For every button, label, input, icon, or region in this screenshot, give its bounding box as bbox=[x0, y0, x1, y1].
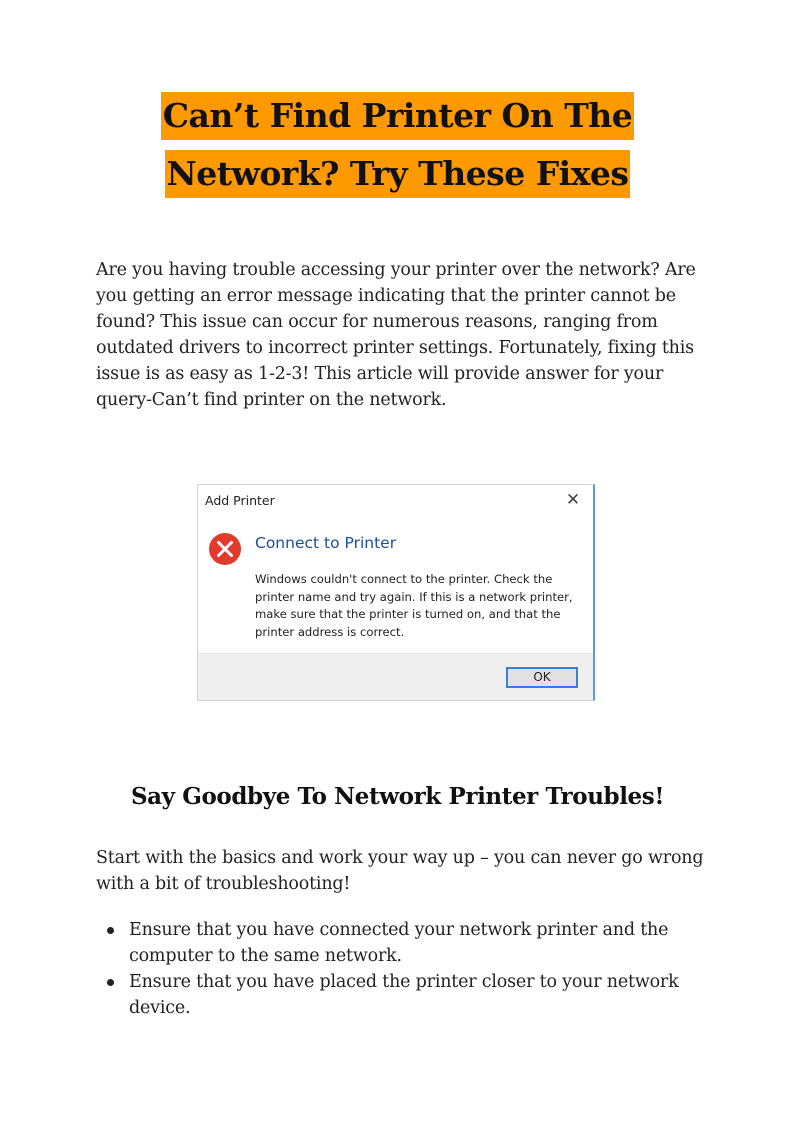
close-icon[interactable]: ✕ bbox=[565, 490, 581, 510]
list-item-text: Ensure that you have connected your network printer and the computer to the same network. bbox=[129, 920, 669, 966]
page-title bbox=[0, 92, 795, 208]
list-item bbox=[96, 969, 706, 1021]
section-heading: Say Goodbye To Network Printer Troubles! bbox=[130, 783, 665, 810]
title-line-1: Can’t Find Printer On The bbox=[161, 92, 635, 140]
tips-list bbox=[96, 917, 706, 1021]
bullet-icon bbox=[107, 979, 114, 986]
dialog-heading: Connect to Printer bbox=[255, 534, 397, 552]
section-paragraph: Start with the basics and work your way up – you can never go wrong with a bit of troubleshooting! bbox=[96, 848, 704, 894]
intro-paragraph: Are you having trouble accessing your printer over the network? Are you getting an error message indicating that the printer cannot be found? This issue can occur for numerous reasons, ranging from outdated drivers to incorrect printer settings. Fortunately, fixing this issue is as easy as 1-2-3! This article will provide answer for your query-Can’t find printer on the network. bbox=[96, 260, 696, 410]
dialog-footer bbox=[198, 653, 593, 700]
ok-button[interactable]: OK bbox=[506, 667, 578, 688]
list-item-text: Ensure that you have placed the printer closer to your network device. bbox=[129, 972, 679, 1018]
dialog-message: Windows couldn't connect to the printer. Check the printer name and try again. If this is a network printer, make sure that the printer is turned on, and that the printer address is correct. bbox=[255, 572, 573, 639]
dialog-title: Add Printer bbox=[205, 493, 275, 508]
error-icon bbox=[208, 532, 242, 566]
list-item bbox=[96, 917, 706, 969]
add-printer-dialog-screenshot bbox=[197, 484, 595, 701]
dialog-titlebar bbox=[198, 485, 593, 517]
title-line-2: Network? Try These Fixes bbox=[165, 150, 631, 198]
bullet-icon bbox=[107, 927, 114, 934]
